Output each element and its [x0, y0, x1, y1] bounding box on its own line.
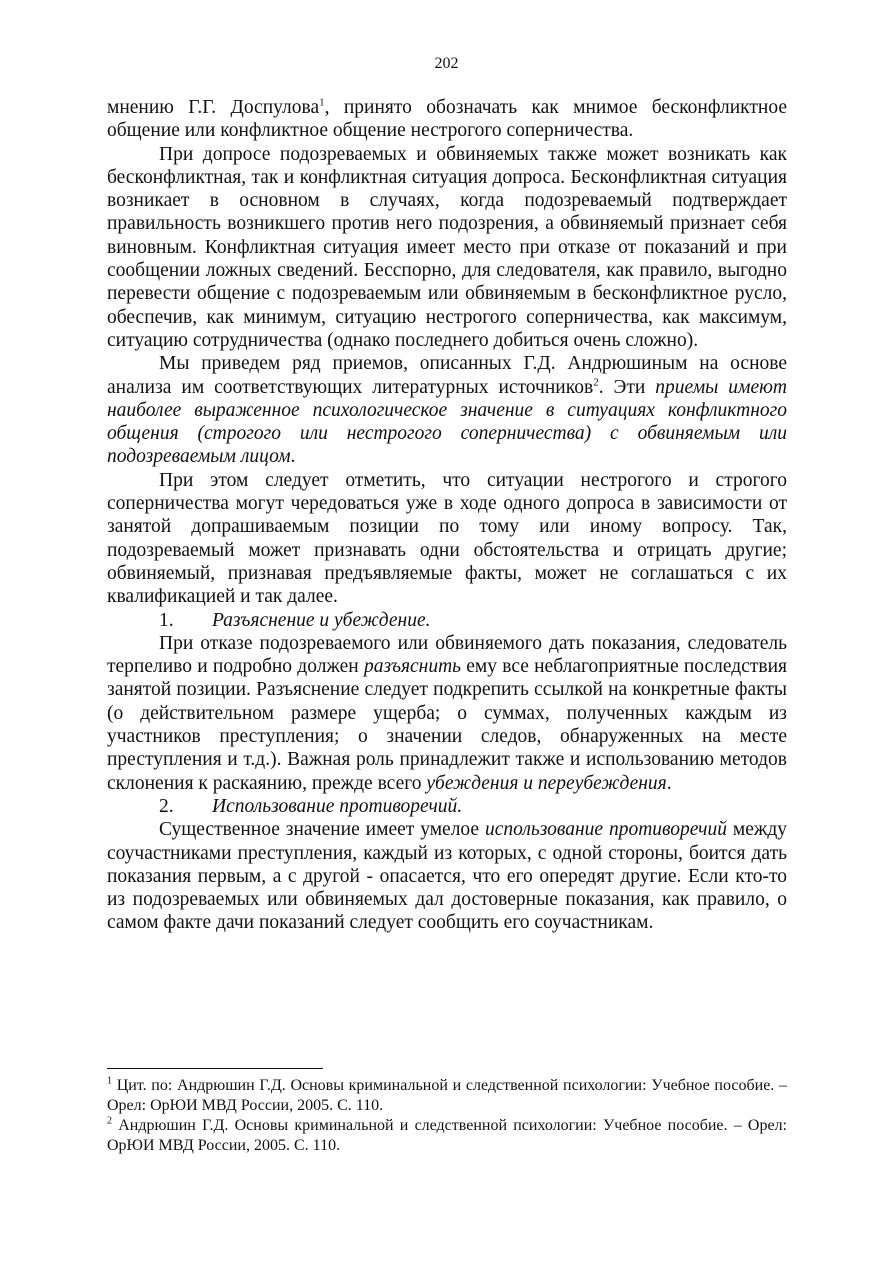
- text-run: Существенное значение имеет умелое: [159, 819, 485, 841]
- paragraph-6: [107, 818, 787, 934]
- italic-text: приемы имеют наиболее выраженное психологическое значение в ситуациях конфликтного общения (строгого или нестрогого соперничества) с обвиняемым или подозреваемым лицом: [107, 376, 787, 468]
- list-item-2: [107, 795, 787, 818]
- text-run: мнению Г.Г. Доспулова: [107, 97, 320, 118]
- text-run: Мы приведем ряд приемов, описанных Г.Д. Андрюшиным на основе анализа им соответствующих литературных источников: [107, 353, 787, 398]
- paragraph-2: При допросе подозреваемых и обвиняемых также может возникать как бесконфликтная, так и конфликтная ситуация допроса. Бесконфликтная ситуация возникает в основном в случаях, когда подозреваемый подтверждает правильность возникшего против него подозрения, а обвиняемый признает себя виновным. Конфликтная ситуация имеет место при отказе от показаний и при сообщении ложных сведений. Бесспорно, для следователя, как правило, выгодно перевести общение с подозреваемым или обвиняемым в бесконфликтное русло, обеспечив, как минимум, ситуацию нестрогого соперничества, как максимум, ситуацию сотрудничества (однако последнего добиться очень сложно).: [107, 143, 787, 351]
- footnote-ref-1: 1: [319, 96, 325, 109]
- list-item-title: Использование противоречий.: [212, 795, 463, 817]
- footnote-mark: 2: [107, 1115, 112, 1127]
- list-number: 2.: [159, 795, 174, 817]
- list-item-1: [107, 609, 787, 632]
- text-run: .: [290, 446, 296, 468]
- text-run: При отказе подозреваемого или обвиняемого дать показания, следователь терпеливо и подробно должен: [107, 632, 787, 678]
- footnote-separator: [107, 1068, 323, 1069]
- paragraph-1: [107, 96, 787, 143]
- paragraph-3: [107, 352, 787, 468]
- footnotes: [107, 1076, 787, 1156]
- footnote-1: [107, 1076, 787, 1116]
- list-item-title: Разъяснение и убеждение.: [212, 609, 431, 631]
- paragraph-5: [107, 632, 787, 795]
- footnote-ref-2: 2: [593, 376, 599, 389]
- footnote-2: [107, 1116, 787, 1156]
- text-run: . Эти: [598, 376, 656, 398]
- italic-text: разъяснить: [363, 656, 462, 678]
- text-run: , принято обозначать как мнимое бесконфликтное общение или конфликтное общение нестрогого соперничества.: [107, 97, 787, 142]
- main-text: [107, 96, 787, 935]
- paragraph-4: При этом следует отметить, что ситуации нестрогого и строгого соперничества могут чередоваться уже в ходе одного допроса в зависимости от занятой допрашиваемым позиции по тому или иному вопросу. Так, подозреваемый может признавать одни обстоятельства и отрицать другие; обвиняемый, признавая предъявляемые факты, может не соглашаться с их квалификацией и так далее.: [107, 469, 787, 608]
- italic-text: убеждения и переубеждения: [426, 772, 667, 794]
- text-run: между соучастниками преступления, каждый из которых, с одной стороны, боится дать показания первым, а с другой - опасается, что его опередят другие. Если кто-то из подозреваемых или обвиняемых дал достоверные показания, как правило, о самом факте дачи показаний следует сообщить его соучастникам.: [107, 819, 788, 934]
- text-run: ему все неблагоприятные последствия занятой позиции. Разъяснение следует подкрепить ссылкой на конкретные факты (о действительном размере ущерба; о суммах, полученных каждым из участников преступления; о значении следов, обнаруженных на месте преступления и т.д.). Важная роль принадлежит также и использованию методов склонения к раскаянию, прежде всего: [107, 656, 787, 794]
- footnote-text: Цит. по: Андрюшин Г.Д. Основы криминальной и следственной психологии: Учебное пособие. – Орел: ОрЮИ МВД России, 2005. С. 110.: [107, 1077, 787, 1114]
- text-run: .: [666, 772, 672, 794]
- list-number: 1.: [159, 609, 174, 631]
- footnote-mark: 1: [107, 1075, 112, 1087]
- italic-text: использование противоречий: [484, 819, 727, 841]
- footnote-text: Андрюшин Г.Д. Основы криминальной и следственной психологии: Учебное пособие. – Орел: ОрЮИ МВД России, 2005. С. 110.: [107, 1117, 787, 1154]
- page-number: 202: [434, 55, 459, 72]
